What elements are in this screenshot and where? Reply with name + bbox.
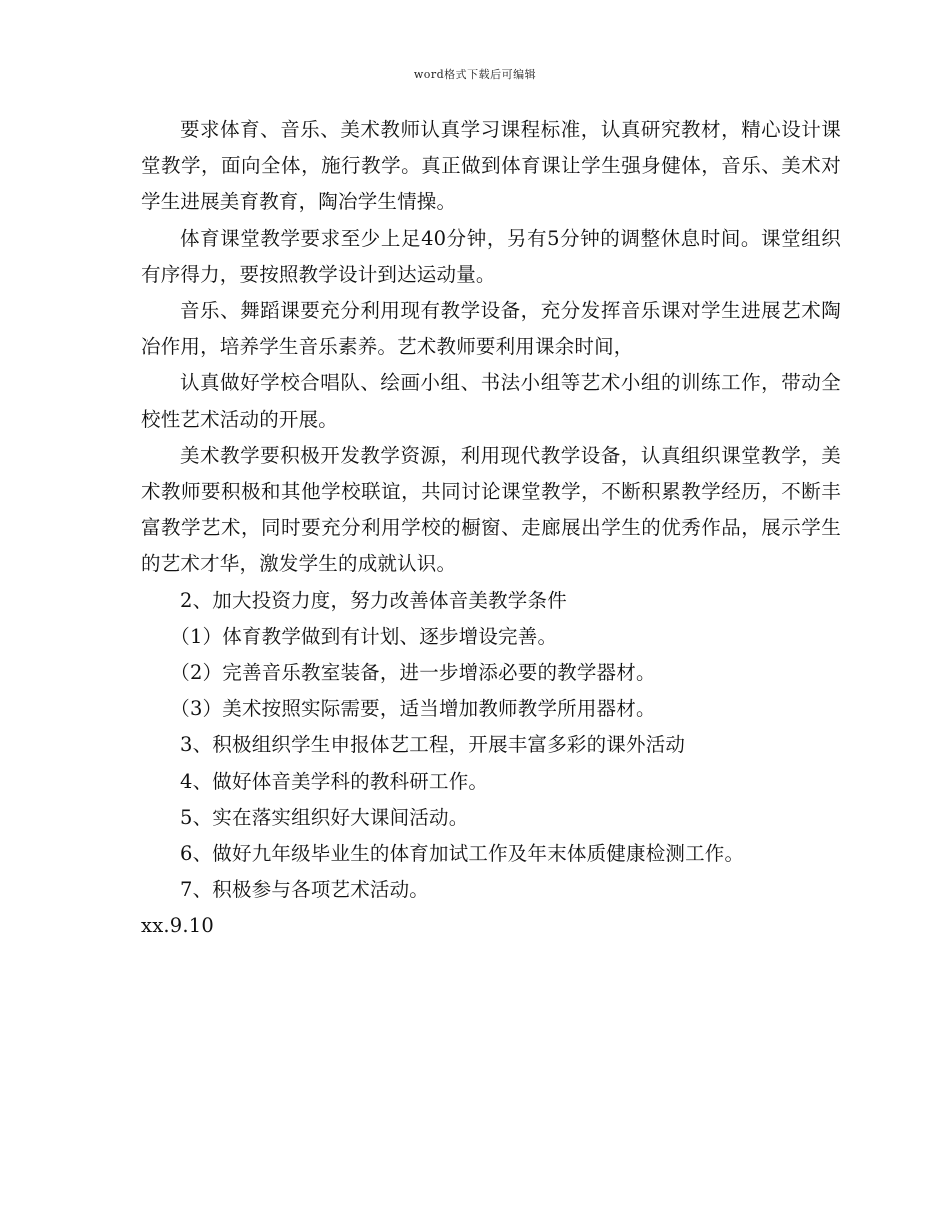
paragraph-art-teaching: 美术教学要积极开发教学资源，利用现代教学设备，认真组织课堂教学，美术教师要积极和其他学校联谊，共同讨论课堂教学，不断积累教学经历，不断丰富教学艺术，同时要充分利用学校的橱窗、走廊展出学生的优秀作品，展示学生的艺术才华，激发学生的成就认识。 [141,443,841,576]
paragraph-pe-class-time: 体育课堂教学要求至少上足40分钟，另有5分钟的调整休息时间。课堂组织有序得力，要按照教学设计到达运动量。 [141,226,841,286]
paragraph-art-groups: 认真做好学校合唱队、绘画小组、书法小组等艺术小组的训练工作，带动全校性艺术活动的开展。 [141,371,841,431]
sub-item-1-pe: （1）体育教学做到有计划、逐步增设完善。 [170,624,558,648]
page-header-note: word格式下载后可编辑 [413,68,537,81]
document-date: xx.9.10 [141,914,215,938]
sub-item-3-art: （3）美术按照实际需要，适当增加教师教学所用器材。 [170,697,656,721]
list-item-5-activities: 5、实在落实组织好大课间活动。 [180,805,469,829]
paragraph-teacher-requirements: 要求体育、音乐、美术教师认真学习课程标准，认真研究教材，精心设计课堂教学，面向全体，施行教学。真正做到体育课让学生强身健体，音乐、美术对学生进展美育教育，陶冶学生情操。 [141,118,841,214]
list-item-4-research: 4、做好体音美学科的教科研工作。 [180,769,489,793]
list-item-7-art-events: 7、积极参与各项艺术活动。 [180,878,430,902]
paragraph-music-dance: 音乐、舞蹈课要充分利用现有教学设备，充分发挥音乐课对学生进展艺术陶冶作用，培养学生音乐素养。艺术教师要利用课余时间， [141,299,841,359]
list-item-2-investment: 2、加大投资力度，努力改善体音美教学条件 [180,588,567,612]
document-body [141,112,841,945]
list-item-6-graduates: 6、做好九年级毕业生的体育加试工作及年末体质健康检测工作。 [180,842,745,866]
sub-item-2-music: （2）完善音乐教室装备，进一步增添必要的教学器材。 [170,661,656,685]
list-item-3-projects: 3、积极组织学生申报体艺工程，开展丰富多彩的课外活动 [180,733,686,757]
